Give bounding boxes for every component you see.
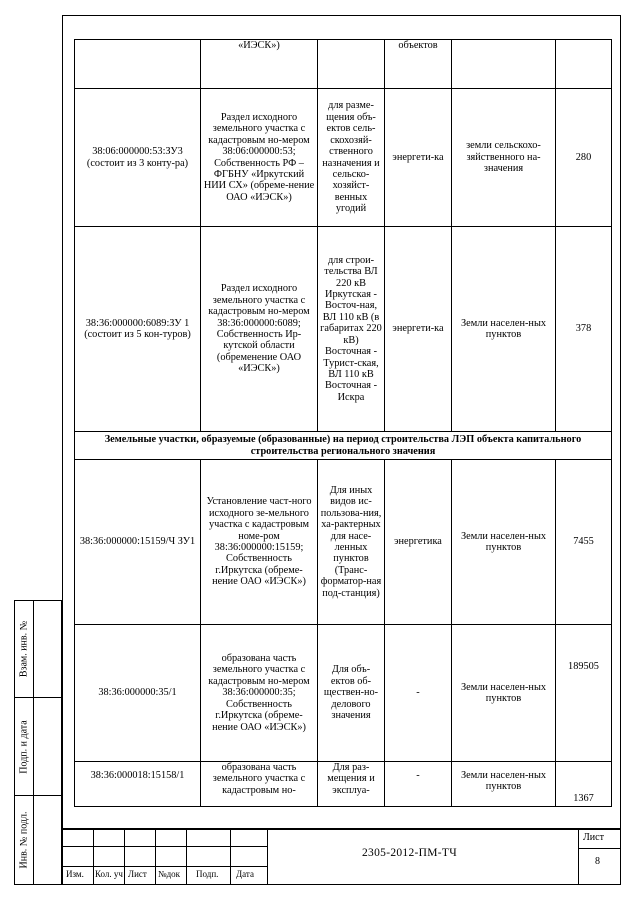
table-row — [75, 625, 612, 762]
title-block — [62, 828, 621, 885]
ndok-label: №док — [158, 869, 181, 879]
sheet-label: Лист — [583, 832, 604, 843]
cell-object-type: энергети-ка — [385, 227, 452, 432]
cell-purpose: Для объ-ектов об-ществен-но-делового значения — [318, 625, 385, 762]
inv-podl-label-cell — [14, 795, 34, 885]
table-row — [75, 40, 612, 89]
vzam-inv-label: Взам. инв. № — [18, 620, 30, 678]
cell-cadastral-number — [75, 40, 201, 89]
cell-purpose: Для раз-мещения и эксплуа- — [318, 762, 385, 807]
cell-description: образована часть земельного участка с кадастровым но-мером 38:36:000000:35; Собственность г.Иркутска (обреме-нение ОАО «ИЭСК») — [201, 625, 318, 762]
cell-land-category: Земли населен-ных пунктов — [452, 227, 556, 432]
list-label: Лист — [128, 869, 147, 879]
cell-purpose: Для иных видов ис-пользова-ния, ха-рактерных для насе-ленных пунктов (Транс-форматор-ная под-станция) — [318, 460, 385, 625]
divider — [93, 828, 94, 885]
divider — [124, 828, 125, 885]
divider — [155, 828, 156, 885]
cell-area: 1367 — [556, 762, 612, 807]
divider — [62, 828, 621, 830]
section-heading: Земельные участки, образуемые (образованные) на период строительства ЛЭП объекта капитального строительства регионального значения — [75, 432, 612, 460]
cell-area: 280 — [556, 89, 612, 227]
land-plots-table — [74, 39, 612, 807]
table-row — [75, 460, 612, 625]
vzam-inv-label-cell — [14, 600, 34, 698]
kol-uch-label: Кол. уч — [95, 869, 123, 879]
cell-object-type: - — [385, 762, 452, 807]
sheet-number: 8 — [595, 856, 600, 867]
divider — [186, 828, 187, 885]
document-code: 2305-2012-ПМ-ТЧ — [362, 847, 458, 859]
side-stamp — [14, 600, 62, 885]
cell-description: Раздел исходного земельного участка с кадастровым но-мером 38:36:000000:6089; Собственность Ир-кутской области (обременение ОАО «ИЭСК») — [201, 227, 318, 432]
cell-land-category — [452, 40, 556, 89]
cell-cadastral-number: 38:06:000000:53:ЗУ3 (состоит из 3 конту-ра) — [75, 89, 201, 227]
cell-land-category: Земли населен-ных пунктов — [452, 460, 556, 625]
cell-area: 378 — [556, 227, 612, 432]
cell-object-type: объектов — [385, 40, 452, 89]
cell-description: Установление част-ного исходного зе-мельного участка с кадастровым номе-ром 38:36:000000:15159; Собственность г.Иркутска (обреме-нение ОАО «ИЭСК») — [201, 460, 318, 625]
cell-description: образована часть земельного участка с кадастровым но- — [201, 762, 318, 807]
table-row — [75, 762, 612, 807]
cell-description: Раздел исходного земельного участка с кадастровым но-мером 38:06:000000:53; Собственность РФ – ФГБНУ «Иркутский НИИ СХ» (обреме-нение ОАО «ИЭСК») — [201, 89, 318, 227]
cell-purpose — [318, 40, 385, 89]
cell-description: «ИЭСК») — [201, 40, 318, 89]
divider — [578, 848, 621, 849]
cell-land-category: Земли населен-ных пунктов — [452, 762, 556, 807]
cell-cadastral-number: 38:36:000000:15159/Ч ЗУ1 — [75, 460, 201, 625]
divider — [230, 828, 231, 885]
cell-area — [556, 40, 612, 89]
podp-data-value-cell — [33, 697, 62, 796]
divider — [578, 828, 579, 885]
podp-data-label-cell — [14, 697, 34, 796]
vzam-inv-value-cell — [33, 600, 62, 698]
cell-land-category: земли сельскохо-зяйственного на-значения — [452, 89, 556, 227]
cell-area: 7455 — [556, 460, 612, 625]
cell-object-type: - — [385, 625, 452, 762]
cell-land-category: Земли населен-ных пунктов — [452, 625, 556, 762]
cell-purpose: для разме-щения объ-ектов сель-скохозяй-ственного назначения и сельско-хозяйст-венных угодий — [318, 89, 385, 227]
cell-cadastral-number: 38:36:000000:35/1 — [75, 625, 201, 762]
inv-podl-label: Инв. № подл. — [18, 811, 30, 869]
cell-object-type: энергетика — [385, 460, 452, 625]
cell-object-type: энергети-ка — [385, 89, 452, 227]
section-row — [75, 432, 612, 460]
cell-cadastral-number: 38:36:000000:6089:ЗУ 1 (состоит из 5 кон-туров) — [75, 227, 201, 432]
cell-purpose: для строи-тельства ВЛ 220 кВ Иркутская - Восточ-ная, ВЛ 110 кВ (в габаритах 220 кВ) Восточная - Турист-ская, ВЛ 110 кВ Восточная - Искра — [318, 227, 385, 432]
cell-cadastral-number: 38:36:000018:15158/1 — [75, 762, 201, 807]
cell-area: 189505 — [556, 625, 612, 762]
podp-data-label: Подп. и дата — [18, 719, 30, 774]
izm-label: Изм. — [66, 869, 84, 879]
podp-label: Подп. — [196, 869, 219, 879]
inv-podl-value-cell — [33, 795, 62, 885]
divider — [267, 828, 268, 885]
table-row — [75, 227, 612, 432]
data-label: Дата — [236, 869, 254, 879]
table-row — [75, 89, 612, 227]
